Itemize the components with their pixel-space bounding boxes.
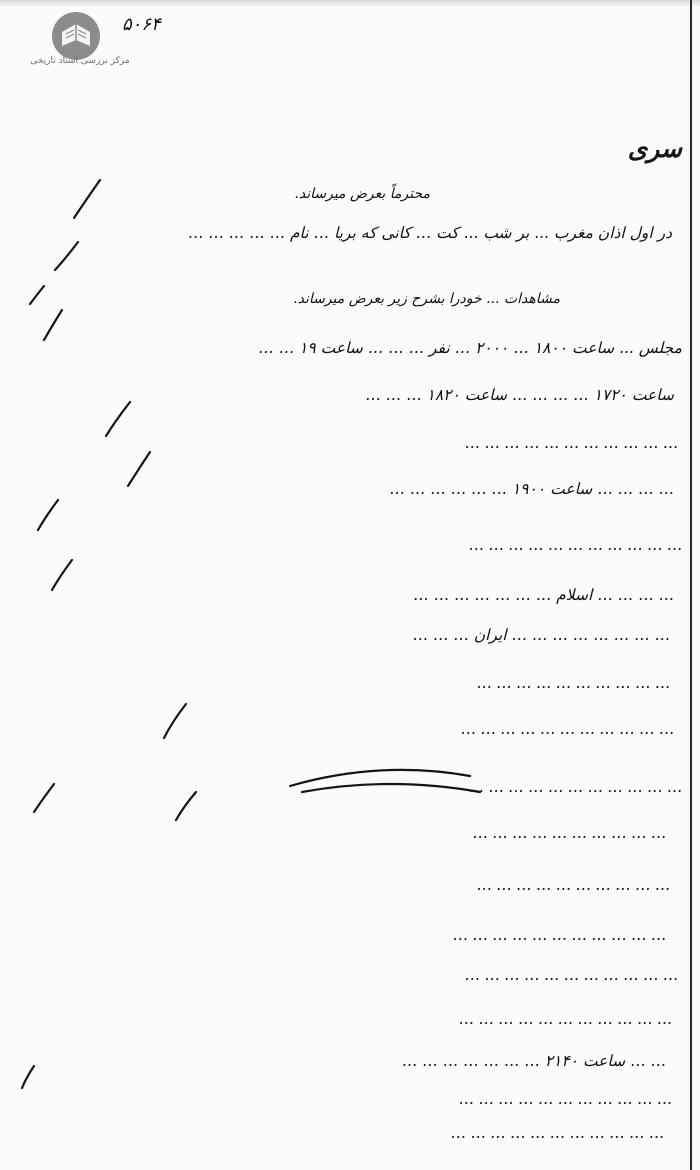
document-line: ساعت ۱۷۲۰ … … … … ساعت ۱۸۲۰ … … … xyxy=(365,386,674,404)
ink-stroke xyxy=(302,784,480,792)
ink-stroke xyxy=(74,180,100,218)
ink-stroke xyxy=(22,1066,34,1088)
document-line: … … … … … … … … … … … xyxy=(468,536,682,554)
document-line: … … … … … … … … … … … xyxy=(458,1010,672,1028)
ink-stroke xyxy=(176,792,196,820)
document-number: ۵۰۶۴ xyxy=(122,14,161,35)
document-line: … … … … … … … … … … … xyxy=(468,778,682,796)
ink-stroke xyxy=(52,560,72,590)
document-line: … … … … … … … … ایران … … … xyxy=(412,626,670,644)
ink-stroke xyxy=(44,310,62,340)
document-title: سری xyxy=(627,134,682,163)
ink-stroke xyxy=(38,500,58,530)
document-line: … … ساعت ۲۱۴۰ … … … … … … … xyxy=(401,1052,666,1070)
ink-stroke xyxy=(34,784,54,812)
document-line: … … … … … … … … … … … xyxy=(450,1124,664,1142)
ink-stroke xyxy=(55,242,78,270)
document-line: مشاهدات ... خودرا بشرح زیر بعرض میرساند. xyxy=(293,291,560,307)
document-line: … … … … … … … … … … xyxy=(472,824,666,842)
ink-stroke xyxy=(164,704,186,738)
document-line: … … … … … … … … … … … xyxy=(464,966,678,984)
document-line: مجلس ... ساعت ۱۸۰۰ … ۲۰۰۰ … نفر … … … ساعت ۱۹ … … xyxy=(258,339,682,357)
ink-stroke xyxy=(106,402,130,436)
document-line: … … … … … … … … … … … xyxy=(460,720,674,738)
document-line: محترماً بعرض میرساند. xyxy=(294,186,430,202)
watermark-caption: مرکز بررسی اسناد تاریخی xyxy=(30,56,130,66)
document-line: … … … … … … … … … … xyxy=(476,674,670,692)
document-line: … … … … … … … … … … … xyxy=(452,926,666,944)
document-line: … … … … … … … … … … … xyxy=(464,434,678,452)
document-line: … … … … … … … … … … … xyxy=(458,1090,672,1108)
document-line: … … … … ساعت ۱۹۰۰ … … … … … … xyxy=(389,480,674,498)
document-line: در اول اذان مغرب ... بر شب ... کت … کانی که بریا … نام … … … … … xyxy=(187,224,672,242)
ink-stroke xyxy=(30,286,44,304)
document-line: … … … … اسلام … … … … … … … xyxy=(413,586,674,604)
document-line: … … … … … … … … … … xyxy=(476,876,670,894)
ink-stroke xyxy=(128,452,150,486)
